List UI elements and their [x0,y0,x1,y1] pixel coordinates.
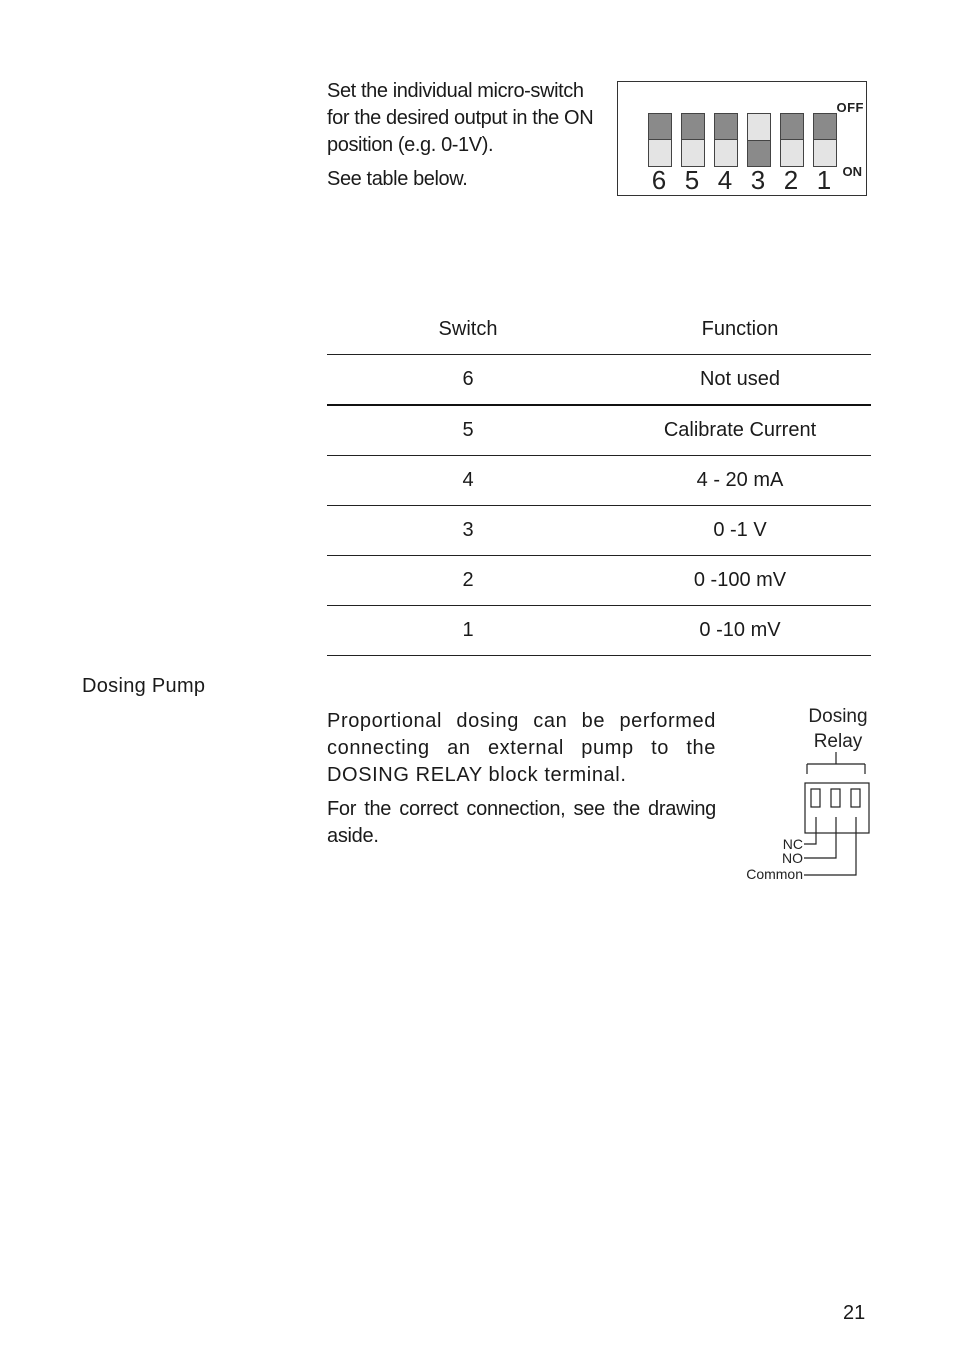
cell-switch: 2 [327,556,609,606]
dosing-p1-line-2: connecting an external pump to the [327,737,716,759]
dip-number-5: 5 [684,165,700,195]
dip-on-label: ON [842,164,862,179]
table-row [327,606,871,656]
dosing-p1-line-3: DOSING RELAY block terminal. [327,764,627,786]
table-row [327,405,871,456]
dosing-p2-line-1: For the correct connection, see the drawing [327,798,716,820]
dosing-relay-diagram [730,700,880,890]
dip-switch-5 [681,113,705,167]
cell-switch: 5 [327,405,609,456]
label-no: NO [782,850,803,866]
switch-function-table [327,305,871,656]
cell-function: 4 - 20 mA [609,456,871,506]
label-nc: NC [782,836,803,852]
wire-common [804,817,856,875]
terminal-common [851,789,860,807]
intro-line-1: Set the individual micro-switch [327,80,584,102]
terminal-nc [811,789,820,807]
dip-switch-6 [648,113,672,167]
cell-switch: 1 [327,606,609,656]
dosing-paragraph-1 [327,708,716,789]
dip-number-1: 1 [816,165,832,195]
dip-switch-3 [747,113,771,167]
page-number: 21 [843,1302,866,1324]
terminal-no [831,789,840,807]
relay-title-line-2: Relay [813,731,863,752]
table-row [327,456,871,506]
cell-switch: 4 [327,456,609,506]
intro-line-4: See table below. [327,168,468,190]
dip-switch-1 [813,113,837,167]
dip-switch-2 [780,113,804,167]
wire-no [804,817,836,858]
section-heading-dosing-pump: Dosing Pump [82,675,206,697]
intro-text [327,78,612,193]
intro-line-2: for the desired output in the ON [327,107,594,129]
table-row [327,355,871,406]
relay-bracket [807,752,865,774]
table-row [327,506,871,556]
cell-switch: 6 [327,355,609,406]
cell-function: 0 -100 mV [609,556,871,606]
dip-number-2: 2 [783,165,799,195]
dip-number-6: 6 [651,165,667,195]
label-common: Common [746,866,803,882]
table-row [327,556,871,606]
intro-line-3: position (e.g. 0-1V). [327,134,494,156]
cell-switch: 3 [327,506,609,556]
table-header-row [327,305,871,355]
cell-function: Not used [609,355,871,406]
dip-number-4: 4 [717,165,733,195]
dip-switch-4 [714,113,738,167]
dosing-p2-line-2: aside. [327,825,379,847]
dosing-p1-line-1: Proportional dosing can be performed [327,710,716,732]
dip-off-label: OFF [836,100,864,115]
dosing-description [327,708,716,850]
dip-number-3: 3 [750,165,766,195]
wire-nc [804,817,816,844]
dip-switch-figure [617,81,867,196]
dosing-paragraph-2 [327,796,716,850]
header-switch: Switch [438,318,498,340]
cell-function: Calibrate Current [609,405,871,456]
cell-function: 0 -10 mV [609,606,871,656]
relay-title-line-1: Dosing [808,706,868,727]
header-function: Function [701,318,779,340]
cell-function: 0 -1 V [609,506,871,556]
